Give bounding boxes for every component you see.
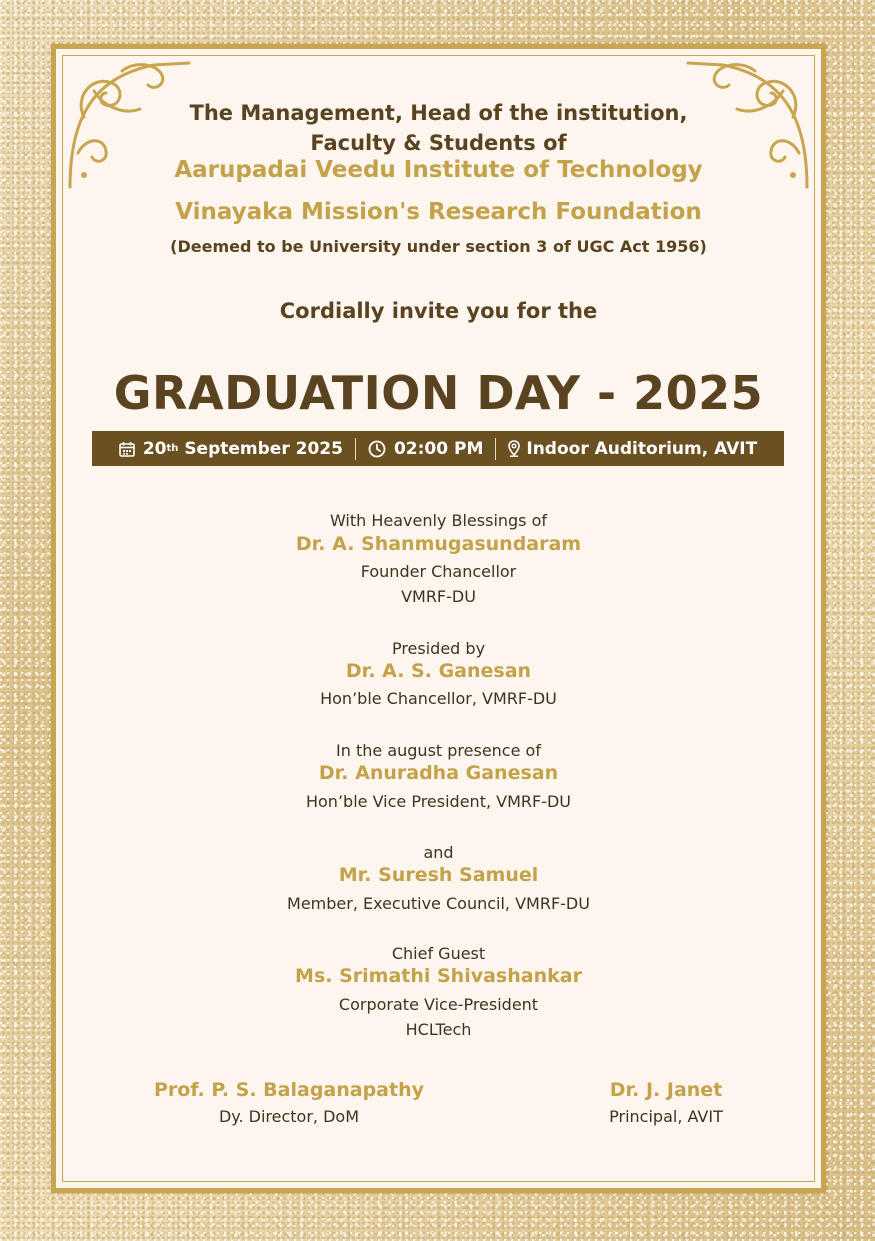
venue-value: Indoor Auditorium, AVIT <box>526 438 758 459</box>
founder-name: Dr. A. Shanmugasundaram <box>295 533 582 555</box>
signatory-right-name: Dr. J. Janet <box>609 1079 723 1101</box>
presence-intro: In the august presence of <box>336 741 541 760</box>
signatory-right <box>576 1079 756 1126</box>
vice-president-name: Dr. Anuradha Ganesan <box>318 762 559 784</box>
council-member-role: Member, Executive Council, VMRF-DU <box>287 894 590 913</box>
vice-president-role: Hon’ble Vice President, VMRF-DU <box>305 792 572 811</box>
signatory-left-name: Prof. P. S. Balaganapathy <box>153 1079 425 1101</box>
event-details-bar <box>92 431 784 466</box>
chief-guest-role: Corporate Vice-President <box>338 995 539 1014</box>
deemed-university-note: (Deemed to be University under section 3 of UGC Act 1956) <box>170 237 707 256</box>
and-intro: and <box>423 843 454 862</box>
chief-guest-org: HCLTech <box>405 1020 472 1039</box>
date-suffix: th <box>166 443 179 454</box>
header-line-2: Faculty & Students of <box>310 131 567 155</box>
location-pin-icon <box>508 440 520 457</box>
chief-guest-intro: Chief Guest <box>391 944 486 963</box>
header-line-1: The Management, Head of the institution, <box>189 101 688 125</box>
founder-org: VMRF-DU <box>401 587 476 606</box>
calendar-icon <box>119 441 135 457</box>
chancellor-name: Dr. A. S. Ganesan <box>345 660 532 682</box>
invitation-card <box>51 44 826 1193</box>
founder-role: Founder Chancellor <box>360 562 517 581</box>
signatory-left <box>146 1079 432 1126</box>
chancellor-role: Hon’ble Chancellor, VMRF-DU <box>320 689 557 708</box>
university-name: Vinayaka Mission's Research Foundation <box>175 199 702 225</box>
blessings-intro: With Heavenly Blessings of <box>329 511 548 530</box>
event-title: GRADUATION DAY - 2025 <box>113 366 764 420</box>
date-rest: September 2025 <box>184 438 343 459</box>
signatory-left-role: Dy. Director, DoM <box>218 1107 360 1126</box>
event-time <box>356 439 495 459</box>
institute-name: Aarupadai Veedu Institute of Technology <box>174 157 703 183</box>
clock-icon <box>368 440 386 458</box>
council-member-name: Mr. Suresh Samuel <box>338 864 539 886</box>
chief-guest-name: Ms. Srimathi Shivashankar <box>295 965 582 987</box>
event-venue <box>496 439 769 459</box>
presided-intro: Presided by <box>391 639 486 658</box>
signatory-right-role: Principal, AVIT <box>609 1107 723 1126</box>
event-date <box>107 439 355 459</box>
date-day: 20 <box>142 438 167 459</box>
time-value: 02:00 PM <box>393 438 484 459</box>
invite-line: Cordially invite you for the <box>279 299 598 323</box>
